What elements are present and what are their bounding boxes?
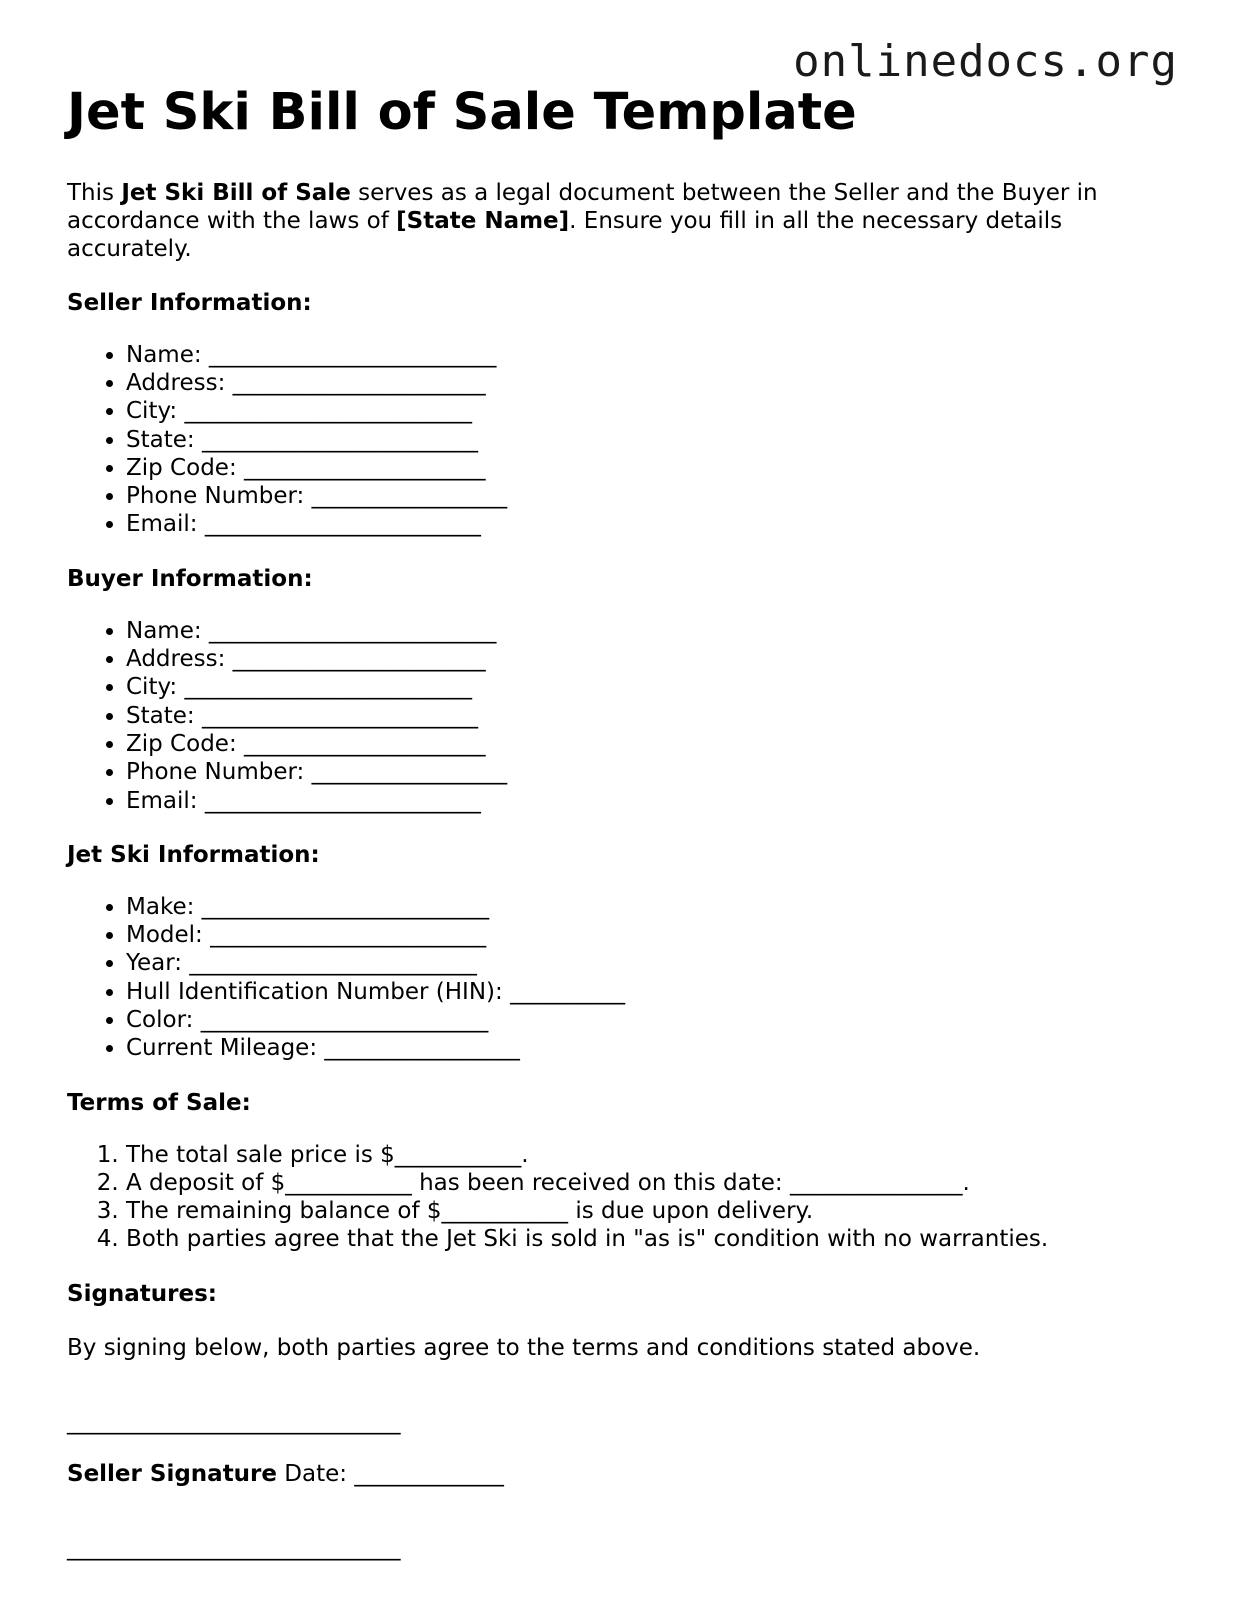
- list-item: 1. The total sale price is $___________.: [126, 1141, 1177, 1169]
- watermark: onlinedocs.org: [793, 36, 1178, 87]
- seller-signature-date: Date: _____________: [277, 1460, 504, 1487]
- list-item: • Name: _________________________: [126, 341, 1177, 369]
- intro-text-3: . Ensure you fill in all the necessary details accurately.: [67, 207, 1063, 262]
- list-item: • Hull Identification Number (HIN): __________: [126, 978, 1177, 1006]
- seller-heading: Seller Information:: [67, 289, 312, 316]
- list-item: • City: _________________________: [126, 673, 1177, 701]
- list-item: • Model: ________________________: [126, 921, 1177, 949]
- seller-signature-line: _____________________________: [67, 1408, 401, 1435]
- intro-text-2: serves as a legal document between the Seller and the Buyer in accordance with the laws of: [67, 179, 1098, 234]
- list-item: • Color: _________________________: [126, 1006, 1177, 1034]
- terms-heading: Terms of Sale:: [67, 1089, 251, 1116]
- list-item: • State: ________________________: [126, 426, 1177, 454]
- signatures-heading: Signatures:: [67, 1280, 218, 1307]
- jetski-list: [67, 893, 1177, 1063]
- list-item: • Phone Number: _________________: [126, 758, 1177, 786]
- buyer-signature-line: _____________________________: [67, 1534, 401, 1561]
- seller-signature-title: Seller Signature: [67, 1460, 277, 1487]
- intro-paragraph: [67, 179, 1177, 263]
- buyer-heading: Buyer Information:: [67, 565, 313, 592]
- jetski-heading: Jet Ski Information:: [67, 841, 320, 868]
- buyer-list: [67, 617, 1177, 815]
- seller-list: [67, 341, 1177, 539]
- terms-list: [67, 1141, 1177, 1254]
- list-item: • Email: ________________________: [126, 510, 1177, 538]
- list-item: • Address: ______________________: [126, 369, 1177, 397]
- list-item: • Zip Code: _____________________: [126, 454, 1177, 482]
- list-item: 4. Both parties agree that the Jet Ski is sold in "as is" condition with no warranties.: [126, 1225, 1177, 1253]
- intro-bold-1: Jet Ski Bill of Sale: [121, 179, 351, 206]
- list-item: • Current Mileage: _________________: [126, 1034, 1177, 1062]
- document: [67, 84, 1177, 1562]
- list-item: • Make: _________________________: [126, 893, 1177, 921]
- intro-bold-2: [State Name]: [396, 207, 570, 234]
- list-item: • Zip Code: _____________________: [126, 730, 1177, 758]
- list-item: • Address: ______________________: [126, 645, 1177, 673]
- signatures-note: By signing below, both parties agree to the terms and conditions stated above.: [67, 1334, 981, 1361]
- intro-text-1: This: [67, 179, 122, 206]
- list-item: • Year: _________________________: [126, 949, 1177, 977]
- list-item: • State: ________________________: [126, 702, 1177, 730]
- list-item: 2. A deposit of $___________ has been received on this date: _______________.: [126, 1169, 1177, 1197]
- list-item: • Phone Number: _________________: [126, 482, 1177, 510]
- list-item: • City: _________________________: [126, 397, 1177, 425]
- seller-signature-label: [67, 1460, 1177, 1488]
- list-item: • Email: ________________________: [126, 787, 1177, 815]
- list-item: 3. The remaining balance of $___________ is due upon delivery.: [126, 1197, 1177, 1225]
- list-item: • Name: _________________________: [126, 617, 1177, 645]
- page-title: Jet Ski Bill of Sale Template: [67, 83, 857, 142]
